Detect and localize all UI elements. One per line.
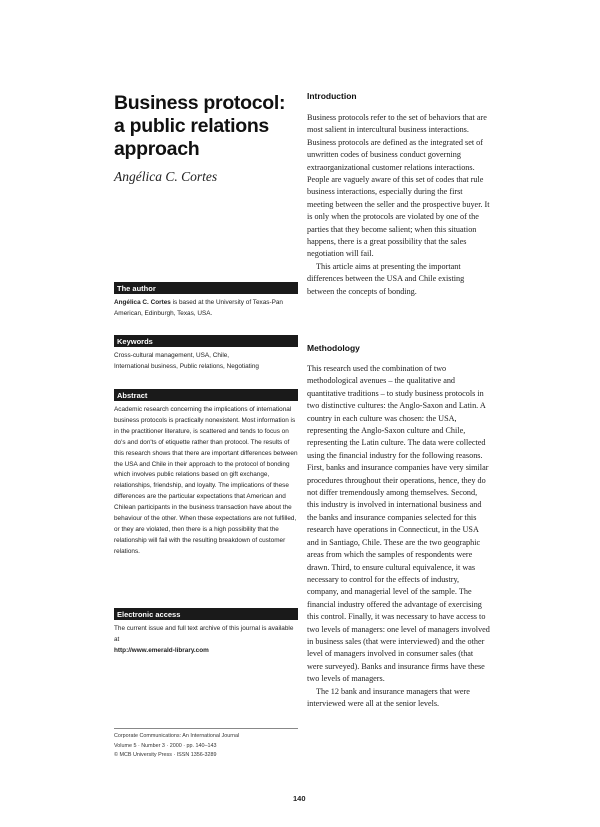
methodology-body bbox=[307, 363, 490, 710]
keywords-line-1: Cross-cultural management, USA, Chile, bbox=[114, 352, 230, 359]
keywords-box bbox=[114, 335, 298, 373]
title-line-3: approach bbox=[114, 138, 200, 160]
abstract-heading: Abstract bbox=[114, 389, 298, 401]
footer-volume: Volume 5 · Number 3 · 2000 · pp. 140–143 bbox=[114, 742, 217, 749]
access-text bbox=[114, 624, 298, 657]
footer-divider bbox=[114, 728, 298, 729]
methodology-paragraph-2: The 12 bank and insurance managers that were interviewed were all at the senior levels. bbox=[307, 686, 470, 708]
author-box-text bbox=[114, 298, 298, 320]
footer-publisher: © MCB University Press · ISSN 1356-3289 bbox=[114, 752, 217, 758]
introduction-heading: Introduction bbox=[307, 91, 357, 101]
keywords-text bbox=[114, 351, 298, 373]
introduction-paragraph-2: This article aims at presenting the important differences between the USA and Chile existing between the concepts of bonding. bbox=[307, 261, 465, 296]
abstract-text: Academic research concerning the implications of international business protocols is practically nonexistent. Most information is in the practitioner literature, is scattered and tends to focus on do's and don'ts of etiquette rather than protocol. The results of this research shows that there are important differences between the USA and Chile in their approach to the protocol of bonding which involves public relations based on gift exchange, relationships, friendship, and loyalty. The implications of these differences are the particular expectations that American and Chilean participants in the business transaction have about the behaviour of the other. When these expectations are not fulfilled, or they are violated, then there is a high possibility that the relationship will fail with the resulting breakdown of customer relations. bbox=[114, 406, 298, 555]
access-url-link[interactable]: http://www.emerald-library.com bbox=[114, 646, 209, 654]
abstract-box bbox=[114, 389, 298, 558]
methodology-heading: Methodology bbox=[307, 343, 360, 353]
introduction-body bbox=[307, 112, 490, 298]
footer-journal: Corporate Communications: An International Journal bbox=[114, 733, 240, 739]
title-line-2: a public relations bbox=[114, 115, 269, 137]
article-author: Angélica C. Cortes bbox=[114, 169, 218, 184]
author-box-affiliation: is based at the University of Texas-Pan American, Edinburgh, Texas, USA. bbox=[114, 299, 283, 317]
introduction-section bbox=[307, 91, 490, 298]
introduction-paragraph-1: Business protocols refer to the set of behaviors that are most salient in intercultural business interactions. Business protocols are defined as the integrated set of unwritten codes of business conduct governing extraorganizational customer relations interactions. People are vaguely aware of this set of codes that rule business interactions, especially during the first meeting between the seller and the prospective buyer. It is only when the protocols are violated by one of the parties that they become salient; when this situation happens, there is a great possibility that the sales negotiation will fail. bbox=[307, 113, 490, 259]
access-description: The current issue and full text archive of this journal is available at bbox=[114, 625, 294, 643]
methodology-section bbox=[307, 343, 490, 710]
access-heading: Electronic access bbox=[114, 608, 298, 620]
author-box-name: Angélica C. Cortes bbox=[114, 299, 171, 306]
keywords-line-2: International business, Public relations, Negotiating bbox=[114, 362, 259, 370]
author-box-heading: The author bbox=[114, 282, 298, 294]
keywords-heading: Keywords bbox=[114, 335, 298, 347]
title-block bbox=[114, 92, 298, 185]
journal-footer bbox=[114, 728, 298, 761]
title-line-1: Business protocol: bbox=[114, 92, 286, 114]
methodology-paragraph-1: This research used the combination of two methodological avenues – the qualitative and quantitative traditions – to study business protocols in two distinctive cultures: the Anglo-Saxon and Latin. A country in each culture was chosen: the USA, representing the Anglo-Saxon culture and Chile, representing the Latin culture. The data were collected using the financial industry for the following reasons. First, banks and insurance companies have very similar procedures throughout their operations, hence, they do not differ tremendously among themselves. Second, this industry is involved in international business and the banks and insurance companies selected for this research have operations in Connecticut, in the USA and in Santiago, Chile. These are the two geographic areas from which the samples of respondents were drawn. Third, to ensure cultural equivalence, it was necessary to control for the effects of industry, company, and managerial level of the sample. The financial industry offered the advantage of exercising this control. Finally, it was necessary to have access to two levels of managers: one level of managers involved in business sales (that were interviewed) and the other level of managers involved in consumer sales (that were surveyed). Banks and insurance firms have these two levels of managers. bbox=[307, 364, 490, 684]
author-box bbox=[114, 282, 298, 320]
page-number: 140 bbox=[293, 794, 306, 803]
article-title bbox=[114, 92, 298, 161]
access-box bbox=[114, 608, 298, 657]
